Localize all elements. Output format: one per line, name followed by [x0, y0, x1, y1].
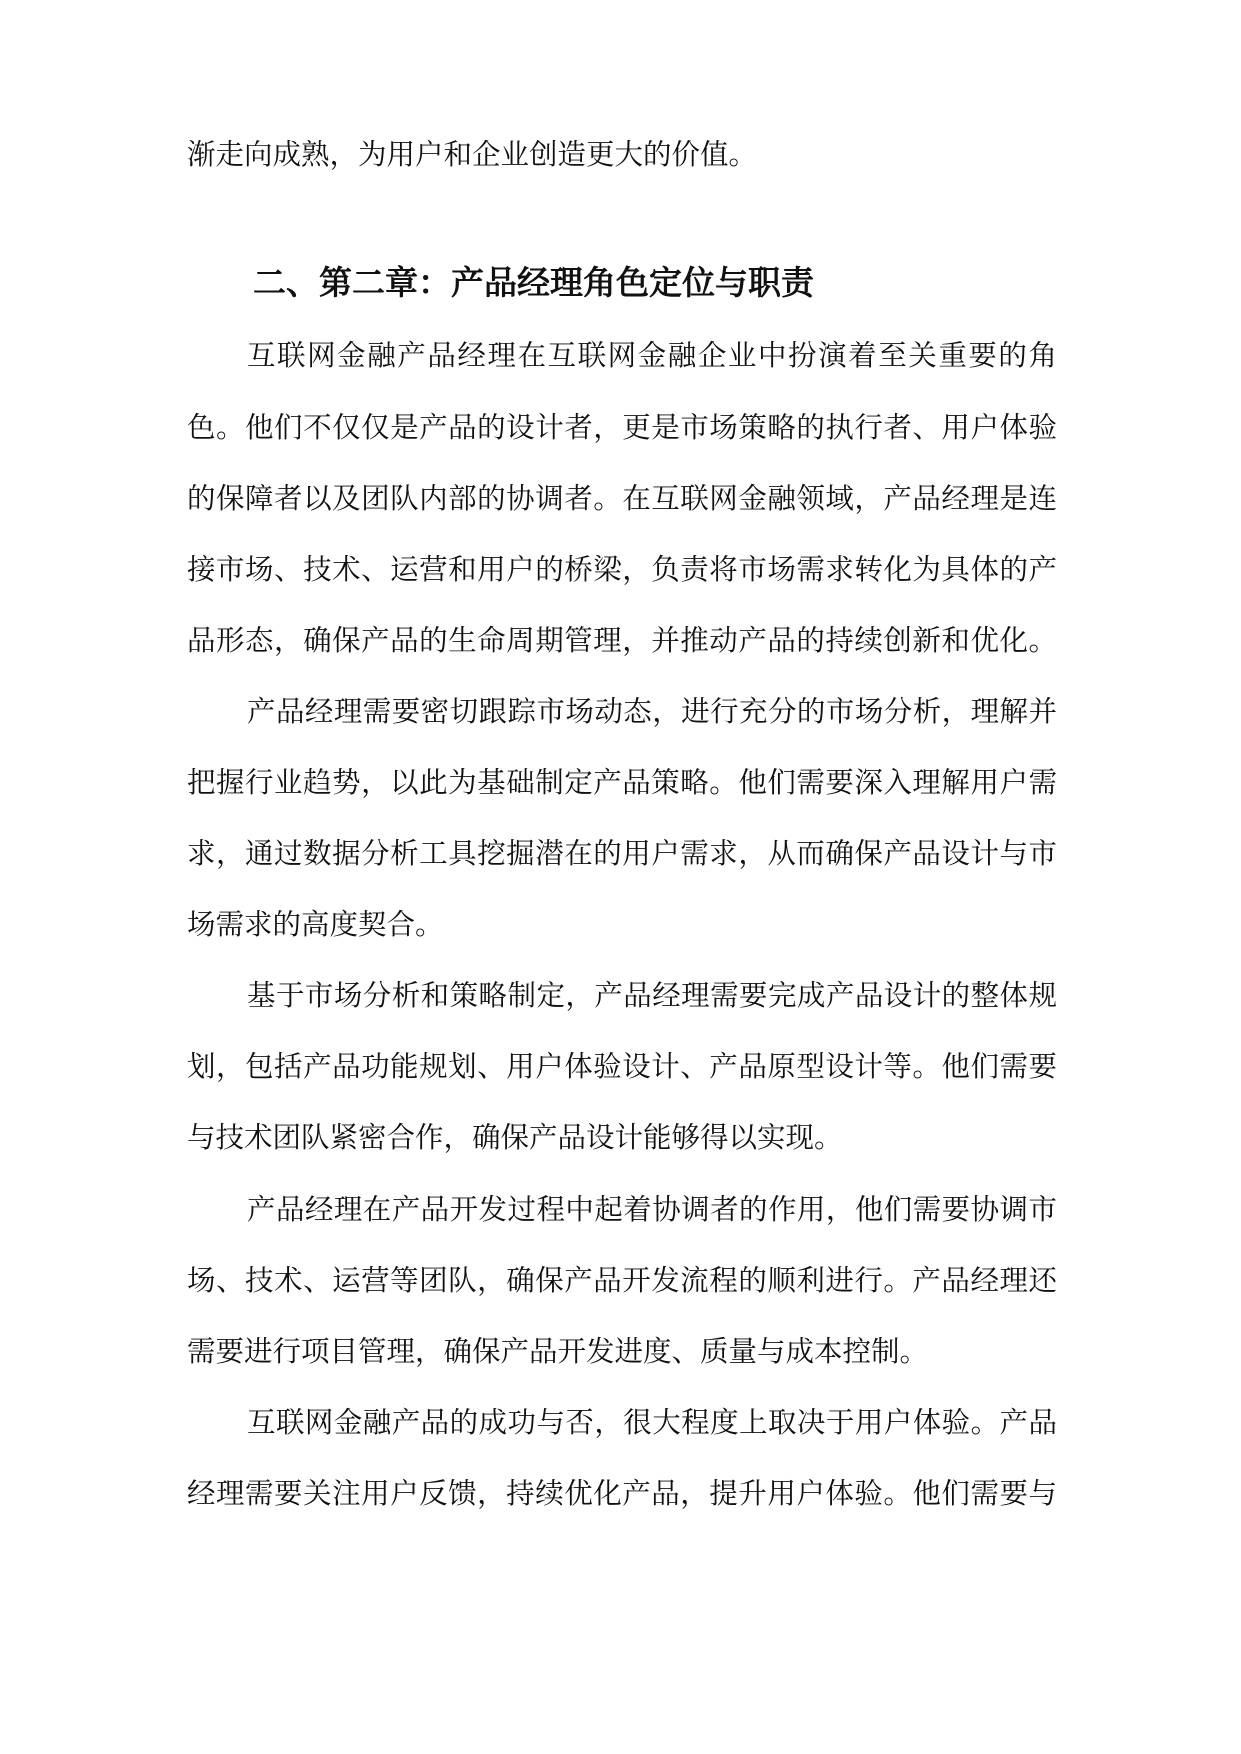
paragraph-line: 把握行业趋势，以此为基础制定产品策略。他们需要深入理解用户需	[187, 766, 1057, 799]
paragraph-line: 求，通过数据分析工具挖掘潜在的用户需求，从而确保产品设计与市	[187, 837, 1057, 870]
paragraph-line: 的保障者以及团队内部的协调者。在互联网金融领域，产品经理是连	[187, 482, 1057, 515]
paragraph-line: 与技术团队紧密合作，确保产品设计能够得以实现。	[187, 1121, 843, 1154]
paragraph-line: 划，包括产品功能规划、用户体验设计、产品原型设计等。他们需要	[187, 1050, 1057, 1083]
paragraph-line: 渐走向成熟，为用户和企业创造更大的价值。	[187, 138, 758, 171]
paragraph-line: 产品经理需要密切跟踪市场动态，进行充分的市场分析，理解并	[247, 695, 1057, 728]
paragraph-line: 基于市场分析和策略制定，产品经理需要完成产品设计的整体规	[247, 979, 1057, 1012]
paragraph-line: 经理需要关注用户反馈，持续优化产品，提升用户体验。他们需要与	[187, 1477, 1057, 1510]
paragraph-line: 接市场、技术、运营和用户的桥梁，负责将市场需求转化为具体的产	[187, 553, 1057, 586]
paragraph-line: 品形态，确保产品的生命周期管理，并推动产品的持续创新和优化。	[187, 624, 1057, 657]
paragraph-line: 互联网金融产品的成功与否，很大程度上取决于用户体验。产品	[247, 1406, 1057, 1439]
paragraph-line: 需要进行项目管理，确保产品开发进度、质量与成本控制。	[187, 1335, 929, 1368]
chapter-heading: 二、第二章：产品经理角色定位与职责	[253, 263, 814, 302]
paragraph-line: 色。他们不仅仅是产品的设计者，更是市场策略的执行者、用户体验	[187, 411, 1057, 444]
paragraph-line: 场、技术、运营等团队，确保产品开发流程的顺利进行。产品经理还	[187, 1264, 1057, 1297]
paragraph-line: 互联网金融产品经理在互联网金融企业中扮演着至关重要的角	[247, 339, 1057, 372]
paragraph-line: 产品经理在产品开发过程中起着协调者的作用，他们需要协调市	[247, 1193, 1057, 1226]
paragraph-line: 场需求的高度契合。	[187, 908, 444, 941]
